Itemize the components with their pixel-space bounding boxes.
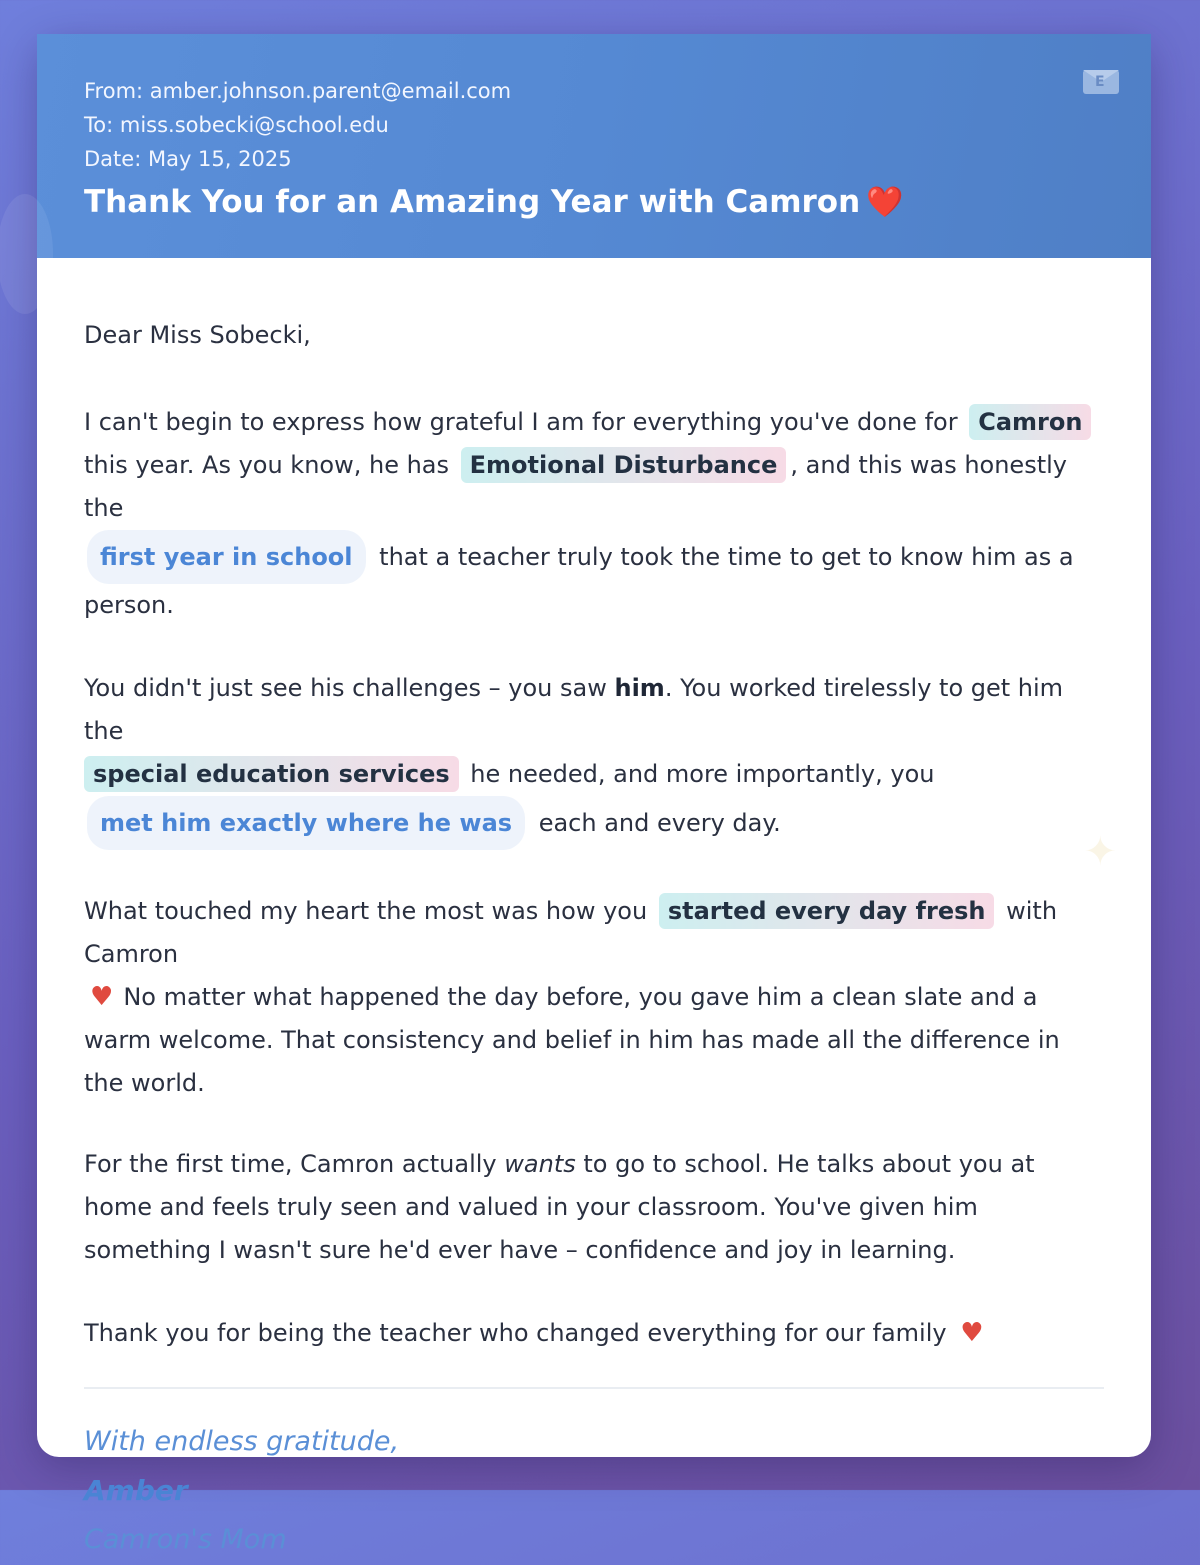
text: You didn't just see his challenges – you saw (84, 674, 607, 702)
sparkle-icon: ✦ (1083, 829, 1117, 875)
text: to go to school. He talks about you at home and feels truly seen and valued in your classroom. You've given him something I wasn't sure he'd ever have – confidence and joy in learning. (84, 1150, 1035, 1264)
text: each and every day. (538, 809, 781, 837)
from-address[interactable]: amber.johnson.parent@email.com (149, 79, 512, 103)
email-header (37, 34, 1151, 258)
text: with Camron (84, 897, 1058, 968)
closing: With endless gratitude, (84, 1426, 400, 1457)
text: he needed, and more importantly, you (470, 760, 935, 788)
date-label: Date: (84, 147, 142, 171)
text: this year. As you know, he has (84, 451, 450, 479)
heart-icon: ♥ (960, 1318, 984, 1348)
date-value: May 15, 2025 (147, 147, 292, 171)
email-card (37, 34, 1151, 1555)
highlight-emotional-disturbance: Emotional Disturbance (461, 447, 787, 483)
from-line (84, 74, 1151, 108)
text: Thank you for being the teacher who changed everything for our family (84, 1319, 947, 1347)
signature-role: Camron's Mom (84, 1524, 287, 1555)
paragraph-1 (84, 401, 1104, 627)
highlight-camron: Camron (969, 404, 1091, 440)
to-line (84, 108, 1151, 142)
email-body (37, 258, 1151, 1565)
text: , and this was honestly the (84, 451, 1067, 522)
heart-icon: ♥ (90, 982, 114, 1012)
paragraph-4 (84, 1143, 1104, 1272)
to-address[interactable]: miss.sobecki@school.edu (119, 113, 389, 137)
text: . You worked tirelessly to get him the (84, 674, 1064, 745)
text: that a teacher truly took the time to get to know him as a person. (84, 543, 1074, 619)
subject-text: Thank You for an Amazing Year with Camron (84, 184, 861, 220)
paragraph-5 (84, 1312, 1104, 1355)
text: I can't begin to express how grateful I am for everything you've done for (84, 408, 958, 436)
to-label: To: (84, 113, 114, 137)
signature-divider (84, 1387, 1104, 1389)
from-label: From: (84, 79, 144, 103)
text: For the first time, Camron actually (84, 1150, 497, 1178)
heart-icon: ❤️ (866, 185, 904, 220)
italic-wants: wants (504, 1150, 576, 1178)
paragraph-3 (84, 890, 1104, 1105)
signature-name: Amber (84, 1474, 188, 1507)
highlight-started-every-day-fresh: started every day fresh (659, 893, 995, 929)
text: What touched my heart the most was how you (84, 897, 648, 925)
paragraph-2 (84, 667, 1104, 850)
envelope-icon[interactable]: E (1083, 70, 1119, 94)
bold-him: him (614, 674, 665, 702)
pill-met-him-exactly: met him exactly where he was (87, 796, 525, 850)
pill-first-year-in-school: first year in school (87, 530, 366, 584)
date-line (84, 142, 1151, 176)
email-subject (84, 182, 1151, 223)
highlight-special-education-services: special education services (84, 756, 459, 792)
text: No matter what happened the day before, you gave him a clean slate and a warm welcome. That consistency and belief in him has made all the difference in the world. (84, 983, 1060, 1097)
greeting: Dear Miss Sobecki, (84, 321, 311, 349)
